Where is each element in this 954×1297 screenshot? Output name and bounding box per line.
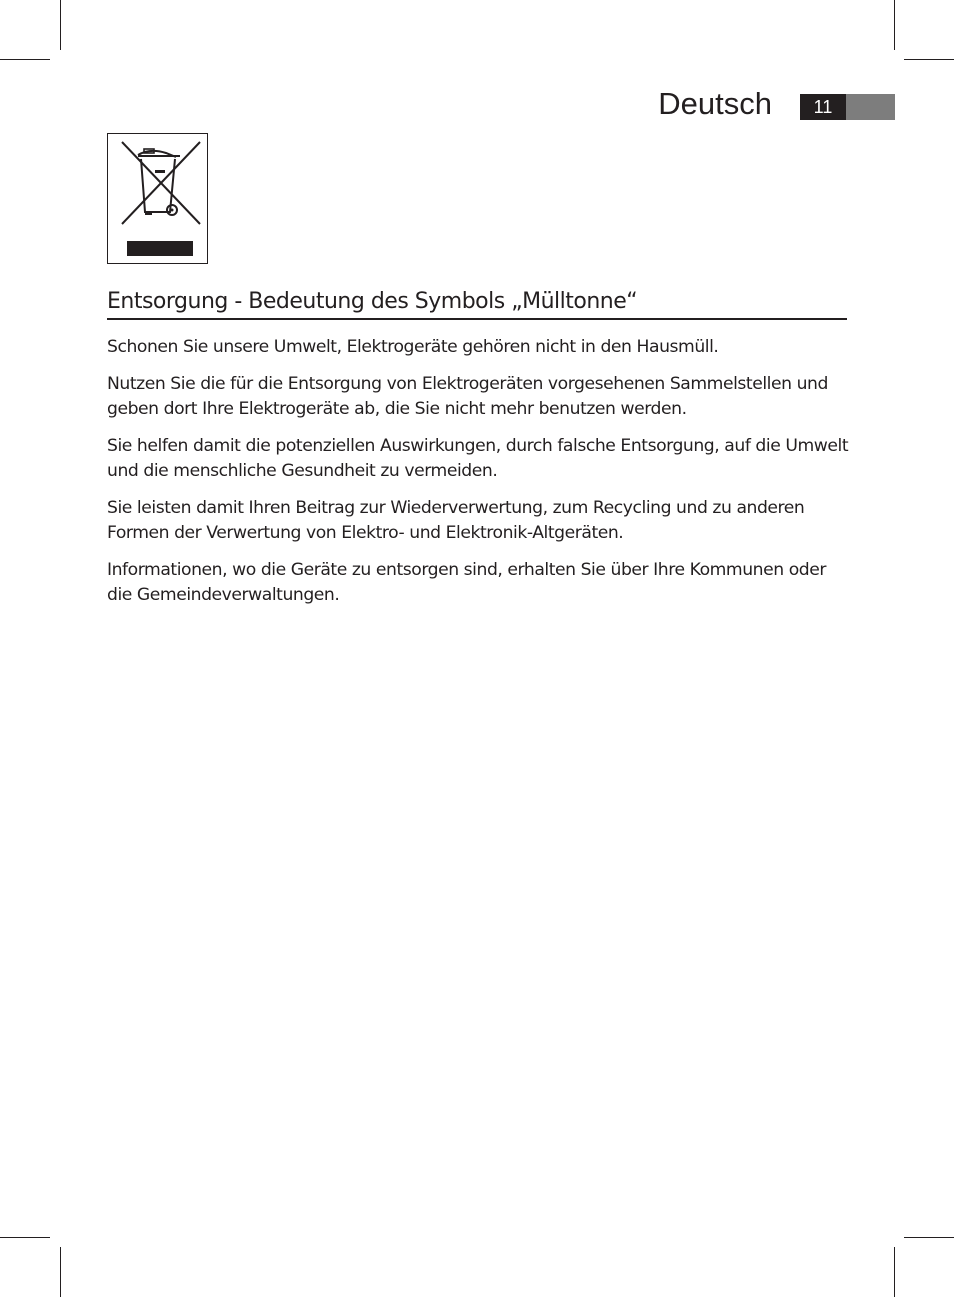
crop-mark-top-left-vertical [60, 0, 61, 50]
paragraph: Nutzen Sie die für die Entsorgung von Elektrogeräten vorgesehenen Sammelstellen und geben dort Ihre Elektrogeräte ab, die Sie nicht mehr benutzen werden. [107, 373, 828, 419]
weee-symbol-box [107, 133, 208, 264]
paragraph: Sie helfen damit die potenziellen Auswirkungen, durch falsche Entsorgung, auf die Umwelt und die menschliche Gesundheit zu vermeiden. [107, 435, 849, 481]
section-body [107, 335, 852, 620]
section-heading: Entsorgung - Bedeutung des Symbols „Mülltonne“ [107, 289, 638, 314]
paragraph: Sie leisten damit Ihren Beitrag zur Wiederverwertung, zum Recycling und zu anderen Formen der Verwertung von Elektro- und Elektronik-Altgeräten. [107, 497, 805, 543]
crop-mark-top-right-horizontal [904, 59, 954, 60]
crossed-out-wheelie-bin-icon [108, 134, 209, 265]
crop-mark-bottom-left-horizontal [0, 1237, 50, 1238]
paragraph: Informationen, wo die Geräte zu entsorgen sind, erhalten Sie über Ihre Kommunen oder die Gemeindeverwaltungen. [107, 559, 826, 605]
crop-mark-bottom-left-vertical [60, 1247, 61, 1297]
paragraph: Schonen Sie unsere Umwelt, Elektrogeräte gehören nicht in den Hausmüll. [107, 337, 719, 357]
page-number: 11 [800, 94, 846, 120]
page-number-tab [800, 94, 895, 120]
crop-mark-bottom-right-horizontal [904, 1237, 954, 1238]
language-title: Deutsch [658, 86, 772, 121]
heading-underline [107, 318, 847, 320]
crop-mark-top-right-vertical [894, 0, 895, 50]
crop-mark-top-left-horizontal [0, 59, 50, 60]
crop-mark-bottom-right-vertical [894, 1247, 895, 1297]
page-tab-grey-block [846, 94, 895, 120]
